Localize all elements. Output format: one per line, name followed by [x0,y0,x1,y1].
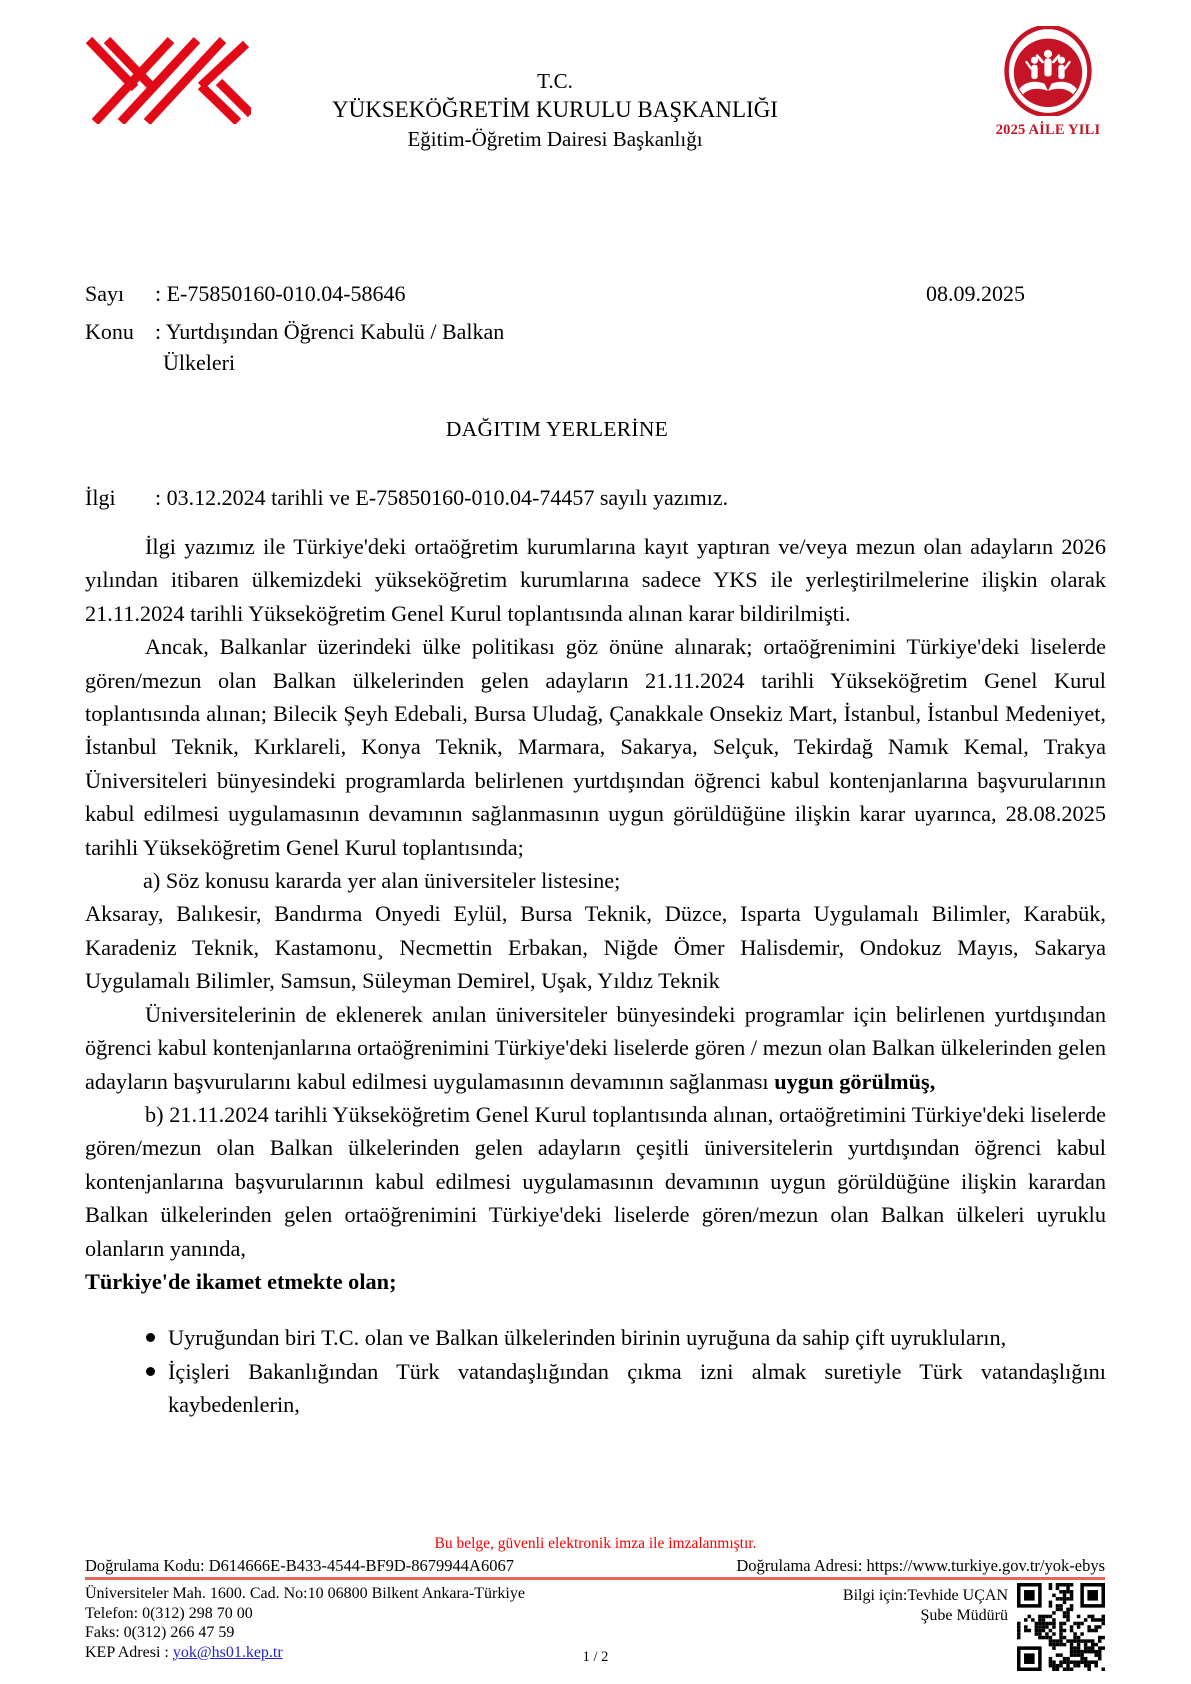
contact-title: Şube Müdürü [920,1606,1008,1624]
esign-notice: Bu belge, güvenli elektronik imza ile imzalanmıştır. [434,1535,757,1552]
separator-line [85,1577,1105,1580]
konu-label: Konu [85,319,134,344]
university-list: Aksaray, Balıkesir, Bandırma Onyedi Eylül, Bursa Teknik, Düzce, Isparta Uygulamalı Bilimler, Karabük, Karadeniz Teknik, Kastamonu¸ Necmettin Erbakan, Niğde Ömer Halisdemir, Ondokuz Mayıs, Sakarya Uygulamalı Bilimler, Samsun, Süleyman Demirel, Uşak, Yıldız Teknik [85,901,1106,994]
verification-address: Doğrulama Adresi: https://www.turkiye.gov.tr/yok-ebys [736,1556,1105,1575]
paragraph-intro: İlgi yazımız ile Türkiye'deki ortaöğretim kurumlarına kayıt yaptıran ve/veya mezun olan adayların 2026 yılından itibaren ülkemizdeki yükseköğretim kurumlarına sadece YKS ile yerleştirilmelerine ilişkin olarak 21.11.2024 tarihli Yükseköğretim Genel Kurul toplantısında alınan karar bildirilmişti. [85,534,1106,626]
letterhead [85,68,1025,154]
konu-value-line2: Ülkeleri [163,350,236,375]
item-a-line: a) Söz konusu kararda yer alan üniversiteler listesine; [143,868,621,894]
letterhead-tc: T.C. [537,69,573,93]
residence-bold-line: Türkiye'de ikamet etmekte olan; [85,1268,397,1294]
paragraph-b: b) 21.11.2024 tarihli Yükseköğretim Genel Kurul toplantısında alınan, ortaöğretimini Türkiye'deki liselerde gören/mezun olan Balkan ülkelerinden gelen adayların çeşitli üniversitelerin yurtdışından öğrenci kabul kontenjanlarına başvurularının kabul edilmesi uygulamasının devamının uygun görüldüğüne ilişkin karardan Balkan ülkelerinden gelen ortaöğrenimini Türkiye'deki liselerde gören/mezun olan Balkan ülkeleri uyruklu olanların yanında, [85,1101,1106,1261]
kep-label: KEP Adresi : [85,1643,173,1661]
ilgi-label: İlgi [85,485,116,510]
ilgi-value: : 03.12.2024 tarihli ve E-75850160-010.04-74457 sayılı yazımız. [155,485,729,510]
aile-yili-caption: 2025 AİLE YILI [995,122,1101,138]
bullet-item-dual-citizen: Uyruğundan biri T.C. olan ve Balkan ülkelerinden birinin uyruğuna da sahip çift uyrukluların, [143,1321,1106,1354]
verification-row [85,1556,1105,1576]
aile-yili-logo [987,26,1109,139]
verification-code: Doğrulama Kodu: D614666E-B433-4544-BF9D-8679944A6067 [85,1556,514,1575]
fax-line: Faks: 0(312) 266 47 59 [85,1624,235,1641]
sayi-value: : E-75850160-010.04-58646 [155,281,406,306]
letterhead-org: YÜKSEKÖĞRETİM KURULU BAŞKANLIĞI [332,97,778,122]
kep-address-link[interactable]: yok@hs01.kep.tr [172,1643,283,1661]
ilgi-row [85,485,728,511]
paragraph-approval [85,998,1106,1098]
letterhead-dept: Eğitim-Öğretim Dairesi Başkanlığı [407,127,703,151]
page-number: 1 / 2 [582,1649,609,1665]
paragraph-approval-text: Üniversitelerinin de eklenerek anılan üniversiteler bünyesindeki programlar için belirlenen yurtdışından öğrenci kabul kontenjanlarına ortaöğrenimini Türkiye'deki liselerde gören / mezun olan Balkan ülkelerinden gelen adayların başvurularını kabul edilmesi uygulamasının devamının sağlanması [85,1001,1106,1094]
bullet-list [85,1321,1106,1421]
phone-line: Telefon: 0(312) 298 70 00 [85,1604,253,1622]
contact-block [843,1586,1008,1625]
meta-block [85,278,1105,378]
contact-name: Bilgi için:Tevhide UÇAN [842,1587,1008,1604]
distribution-title: DAĞITIM YERLERİNE [445,417,669,441]
document-date: 08.09.2025 [926,281,1025,306]
sayi-label: Sayı [85,281,125,306]
sayi-row [85,278,1105,309]
paragraph-balkan: Ancak, Balkanlar üzerindeki ülke politikası göz önüne alınarak; ortaöğrenimini Türkiye'deki liselerde gören/mezun olan Balkan ülkelerinden gelen adayların 21.11.2024 tarihli Yükseköğretim Genel Kurul toplantısında alınan; Bilecik Şeyh Edebali, Bursa Uludağ, Çanakkale Onsekiz Mart, İstanbul, İstanbul Medeniyet, İstanbul Teknik, Kırklareli, Konya Teknik, Marmara, Sakarya, Selçuk, Tekirdağ Namık Kemal, Trakya Üniversiteleri bünyesindeki programlarda belirlenen yurtdışından öğrenci kabul kontenjanlarına başvurularının kabul edilmesi uygulamasının devamının sağlanmasının uygun görüldüğüne ilişkin karar uyarınca, 28.08.2025 tarihli Yükseköğretim Genel Kurul toplantısında; [85,634,1106,860]
konu-value: : Yurtdışından Öğrenci Kabulü / Balkan [155,319,505,344]
aile-yili-emblem-icon [1003,26,1093,116]
document-body [85,530,1106,1422]
konu-row [85,316,1105,347]
paragraph-approval-bold: uygun görülmüş, [774,1068,936,1094]
bullet-item-renounced: İçişleri Bakanlığından Türk vatandaşlığından çıkma izni almak suretiyle Türk vatandaşlığını kaybedenlerin, [143,1355,1106,1422]
address-line: Üniversiteler Mah. 1600. Cad. No:10 06800 Bilkent Ankara-Türkiye [85,1585,525,1602]
